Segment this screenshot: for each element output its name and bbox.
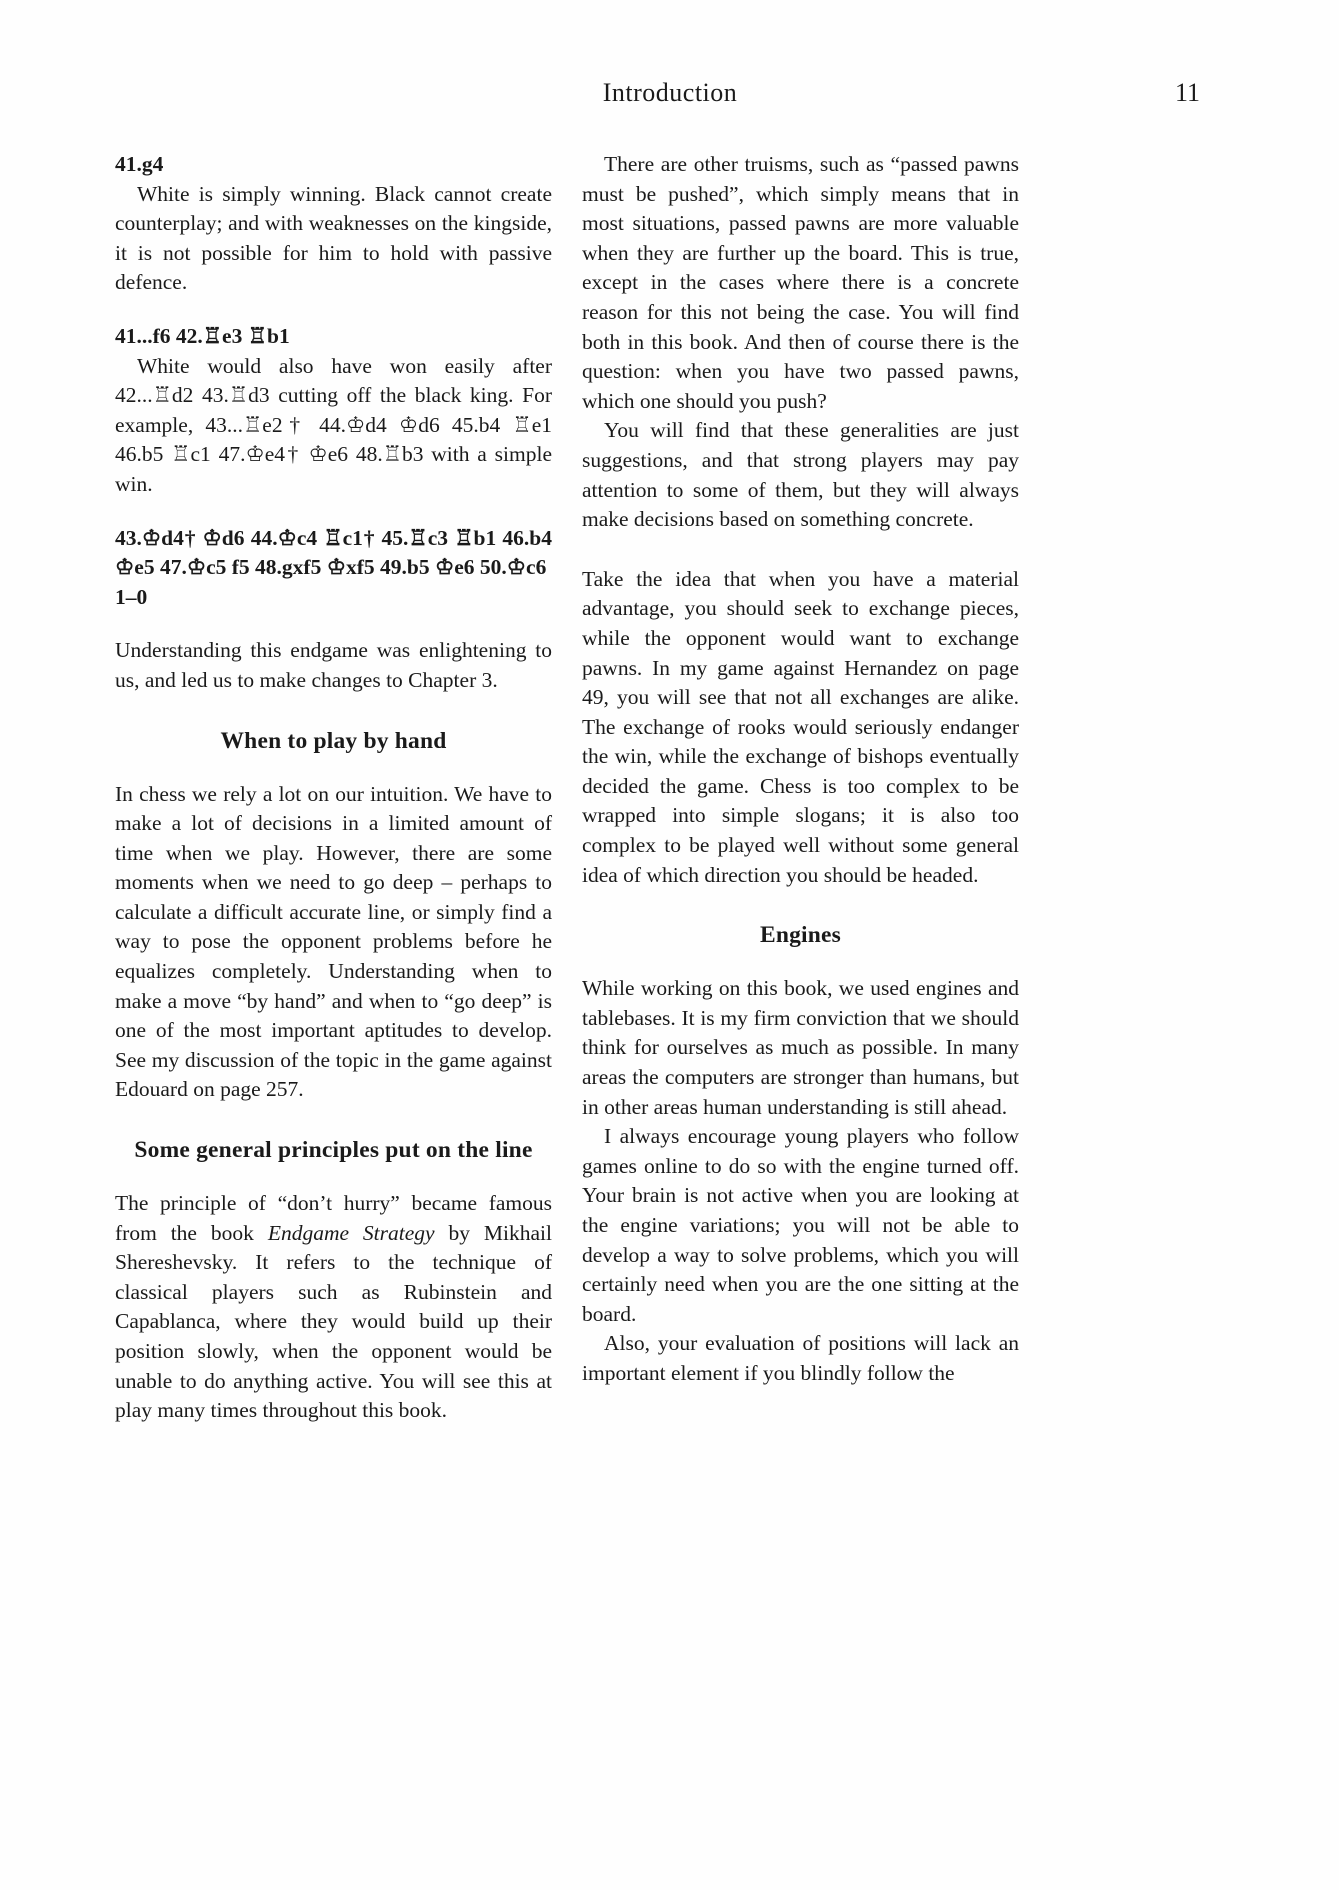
page-header — [140, 78, 1200, 118]
book-title-endgame-strategy: Endgame Strategy — [267, 1220, 435, 1245]
paragraph-dont-hurry-part1: The principle of “don’t hurry” became famous from the book — [115, 1191, 552, 1245]
move-sequence-43d4: 43.♔d4† ♔d6 44.♔c4 ♖c1† 45.♖c3 ♖b1 46.b4 ♔e5 47.♔c5 f5 48.gxf5 ♔xf5 49.b5 ♔e6 50.♔c6 — [115, 525, 552, 580]
spacer — [115, 1165, 552, 1189]
spacer — [115, 612, 552, 636]
game-result: 1–0 — [115, 584, 148, 609]
paragraph-material-advantage: Take the idea that when you have a material advantage, you should seek to exchange pieces, while the opponent would want to exchange pawns. In my game against Hernandez on page 49, you will see that not all exchanges are alike. The exchange of rooks would seriously endanger the win, while the exchange of bishops eventually decided the game. Chess is too complex to be wrapped into simple slogans; it is also too complex to be played well without some general idea of which direction you should be headed. — [582, 566, 1019, 887]
spacer — [115, 500, 552, 524]
paragraph-young-players: I always encourage young players who follow games online to do so with the engine turned off. Your brain is not active when you are looking at the engine variations; you will not be able to develop a way to solve problems, which you will certainly need when you are the one sitting at the board. — [582, 1124, 1019, 1326]
paragraph-intuition: In chess we rely a lot on our intuition. We have to make a lot of decisions in a limited amount of time when we play. However, there are some moments when we need to go deep – perhaps to calculate a difficult accurate line, or simply find a way to pose the opponent problems before he equalizes completely. Understanding when to make a move “by hand” and when to “go deep” is one of the most important aptitudes to develop. See my discussion of the topic in the game against Edouard on page 257. — [115, 781, 552, 1102]
spacer — [115, 696, 552, 726]
spacer — [582, 535, 1019, 565]
paragraph-dont-hurry-part2: by Mikhail Shereshevsky. It refers to the technique of classical players such as Rubinstein and Capablanca, where they would build up their position slowly, when the opponent would be unable to do anything active. You will see this at play many times throughout this book. — [115, 1220, 552, 1423]
body-columns — [115, 150, 1225, 1450]
spacer — [115, 298, 552, 322]
move-heading-41f6: 41...f6 42.♖e3 ♖b1 — [115, 323, 290, 348]
left-column — [115, 150, 552, 1426]
paragraph-understanding-endgame: Understanding this endgame was enlightening to us, and led us to make changes to Chapter 3. — [115, 638, 552, 692]
spacer — [115, 1105, 552, 1135]
right-column — [582, 150, 1019, 1389]
heading-when-to-play-by-hand: When to play by hand — [220, 727, 447, 754]
paragraph-white-would-also: White would also have won easily after 42...♖d2 43.♖d3 cutting off the black king. For example, 43...♖e2† 44.♔d4 ♔d6 45.b4 ♖e1 46.b5 ♖c1 47.♔e4† ♔e6 48.♖b3 with a simple win. — [115, 353, 552, 496]
paragraph-generalities: You will find that these generalities are just suggestions, and that strong players may pay attention to some of them, but they will always make decisions based on something concrete. — [582, 418, 1019, 532]
paragraph-working-on-book: While working on this book, we used engines and tablebases. It is my firm conviction that we should think for ourselves as much as possible. In many areas the computers are stronger than humans, but in other areas human understanding is still ahead. — [582, 976, 1019, 1119]
paragraph-evaluation: Also, your evaluation of positions will lack an important element if you blindly follow the — [582, 1331, 1019, 1385]
heading-general-principles: Some general principles put on the line — [134, 1137, 533, 1164]
spacer — [582, 950, 1019, 974]
move-heading-41g4: 41.g4 — [115, 152, 164, 176]
paragraph-other-truisms: There are other truisms, such as “passed pawns must be pushed”, which simply means that in most situations, passed pawns are more valuable when they are further up the board. This is true, except in the cases where there is a concrete reason for this not being the case. You will find both in this book. And then of course there is the question: when you have two passed pawns, which one should you push? — [582, 152, 1019, 413]
spacer — [582, 890, 1019, 920]
running-head-title: Introduction — [602, 78, 738, 107]
paragraph-white-winning: White is simply winning. Black cannot create counterplay; and with weaknesses on the kingside, it is not possible for him to hold with passive defence. — [115, 181, 552, 295]
heading-engines: Engines — [759, 922, 842, 949]
page-number: 11 — [1174, 78, 1200, 107]
paragraph-dont-hurry — [115, 1189, 552, 1426]
spacer — [115, 756, 552, 780]
